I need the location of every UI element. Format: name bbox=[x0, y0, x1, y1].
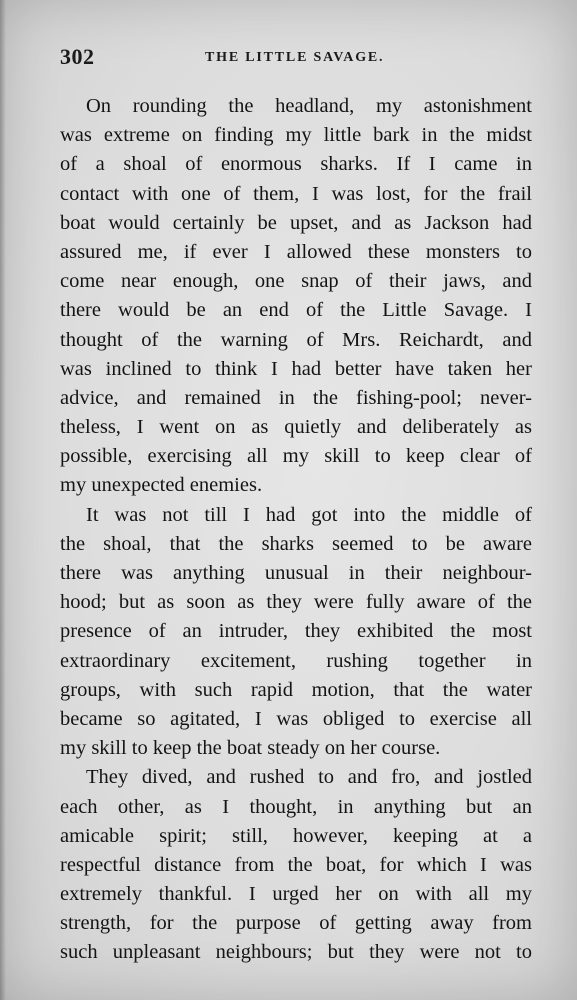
paragraph bbox=[60, 763, 532, 967]
text-line: there would be an end of the Little Savage. I bbox=[60, 299, 532, 322]
text-line: They dived, and rushed to and fro, and jostled bbox=[86, 766, 532, 789]
text-line: was inclined to think I had better have taken her bbox=[60, 357, 532, 380]
text-line: amicable spirit; still, however, keeping at a bbox=[60, 824, 532, 847]
page-number: 302 bbox=[60, 44, 95, 69]
text-line: theless, I went on as quietly and deliberately as bbox=[60, 416, 532, 439]
text-line: my unexpected enemies. bbox=[60, 474, 263, 497]
text-line: boat would certainly be upset, and as Jackson had bbox=[60, 211, 532, 234]
text-line: was extreme on finding my little bark in the midst bbox=[60, 124, 532, 147]
page-header bbox=[60, 44, 530, 78]
text-line: extremely thankful. I urged her on with all my bbox=[60, 883, 532, 906]
running-head: THE LITTLE SAVAGE. bbox=[205, 50, 385, 65]
text-line: hood; but as soon as they were fully aware of the bbox=[60, 591, 532, 614]
text-line: of a shoal of enormous sharks. If I came in bbox=[60, 153, 532, 176]
text-line: became so agitated, I was obliged to exercise all bbox=[60, 707, 532, 730]
text-line: possible, exercising all my skill to keep clear of bbox=[60, 445, 532, 468]
text-line: advice, and remained in the fishing-pool; never- bbox=[60, 386, 532, 409]
text-line: such unpleasant neighbours; but they were not to bbox=[60, 941, 532, 964]
text-line: On rounding the headland, my astonishment bbox=[86, 95, 532, 117]
text-line: my skill to keep the boat steady on her course. bbox=[60, 737, 441, 760]
text-line: It was not till I had got into the middle of bbox=[86, 503, 532, 526]
text-line: thought of the warning of Mrs. Reichardt, and bbox=[60, 328, 532, 351]
text-line: the shoal, that the sharks seemed to be aware bbox=[60, 532, 532, 555]
text-line: contact with one of them, I was lost, for the frail bbox=[60, 182, 532, 205]
paragraph bbox=[60, 92, 532, 501]
text-line: come near enough, one snap of their jaws, and bbox=[60, 270, 532, 293]
paragraph bbox=[60, 501, 532, 764]
text-line: respectful distance from the boat, for which I was bbox=[60, 853, 532, 876]
text-line: strength, for the purpose of getting away from bbox=[60, 912, 532, 935]
text-line: presence of an intruder, they exhibited the most bbox=[60, 620, 532, 643]
text-line: groups, with such rapid motion, that the water bbox=[60, 678, 532, 701]
text-line: there was anything unusual in their neighbour- bbox=[60, 562, 532, 584]
text-line: each other, as I thought, in anything but an bbox=[60, 795, 532, 818]
text-line: assured me, if ever I allowed these monsters to bbox=[60, 240, 532, 263]
body-text bbox=[60, 92, 532, 968]
text-line: extraordinary excitement, rushing together in bbox=[60, 649, 532, 672]
